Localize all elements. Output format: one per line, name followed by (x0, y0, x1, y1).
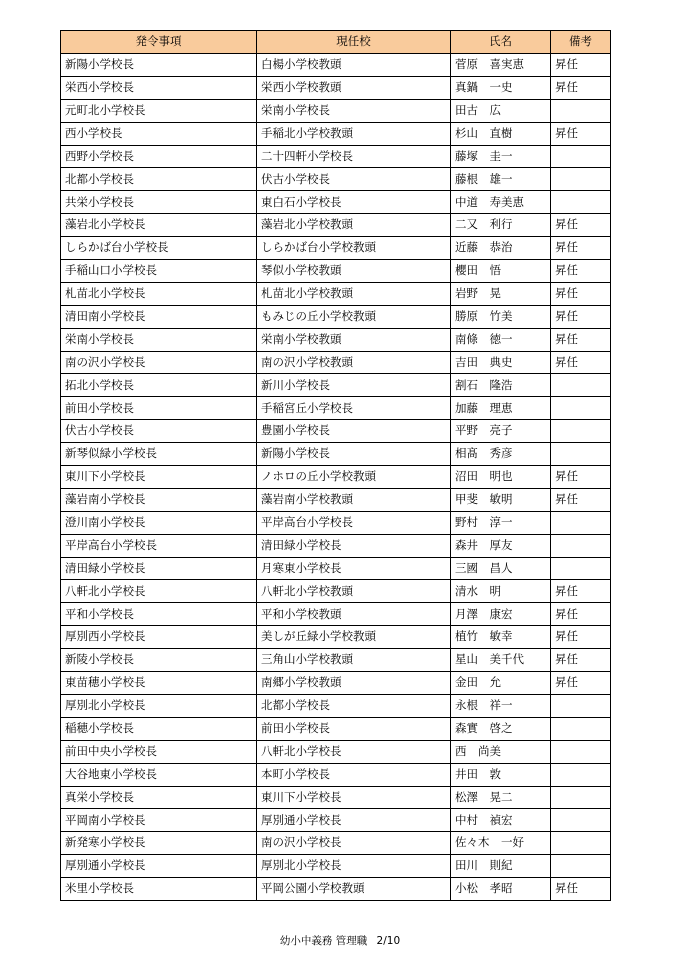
note-cell: 昇任 (551, 282, 611, 305)
order-cell: 厚別通小学校長 (61, 855, 257, 878)
order-cell: しらかば台小学校長 (61, 237, 257, 260)
note-cell (551, 534, 611, 557)
note-cell (551, 740, 611, 763)
table-row (61, 443, 611, 466)
note-cell: 昇任 (551, 305, 611, 328)
table-row (61, 603, 611, 626)
order-cell: 厚別西小学校長 (61, 626, 257, 649)
table-row (61, 351, 611, 374)
order-cell: 新発寒小学校長 (61, 832, 257, 855)
note-cell (551, 420, 611, 443)
table-row (61, 76, 611, 99)
table-row (61, 786, 611, 809)
name-cell: 金田 允 (451, 672, 551, 695)
header-name: 氏名 (451, 31, 551, 54)
current-school-cell: 三角山小学校教頭 (257, 649, 451, 672)
order-cell: 新陽小学校長 (61, 54, 257, 77)
order-cell: 厚別北小学校長 (61, 694, 257, 717)
current-school-cell: 南の沢小学校教頭 (257, 351, 451, 374)
order-cell: 大谷地東小学校長 (61, 763, 257, 786)
order-cell: 平岡南小学校長 (61, 809, 257, 832)
name-cell: 相髙 秀彦 (451, 443, 551, 466)
note-cell (551, 717, 611, 740)
current-school-cell: 美しが丘緑小学校教頭 (257, 626, 451, 649)
note-cell (551, 191, 611, 214)
page-footer (0, 933, 680, 948)
order-cell: 清田緑小学校長 (61, 557, 257, 580)
table-row (61, 54, 611, 77)
order-cell: 平岸高台小学校長 (61, 534, 257, 557)
name-cell: 月澤 康宏 (451, 603, 551, 626)
name-cell: 野村 淳一 (451, 511, 551, 534)
current-school-cell: 平和小学校教頭 (257, 603, 451, 626)
table-row (61, 649, 611, 672)
table-row (61, 168, 611, 191)
table-row (61, 328, 611, 351)
name-cell: 櫻田 悟 (451, 260, 551, 283)
header-note: 備考 (551, 31, 611, 54)
current-school-cell: 月寒東小学校長 (257, 557, 451, 580)
current-school-cell: 藻岩南小学校教頭 (257, 488, 451, 511)
order-cell: 藻岩南小学校長 (61, 488, 257, 511)
table-row (61, 282, 611, 305)
order-cell: 真栄小学校長 (61, 786, 257, 809)
name-cell: 佐々木 一好 (451, 832, 551, 855)
current-school-cell: 南郷小学校教頭 (257, 672, 451, 695)
note-cell (551, 786, 611, 809)
current-school-cell: 札苗北小学校教頭 (257, 282, 451, 305)
order-cell: 新陵小学校長 (61, 649, 257, 672)
table-row (61, 557, 611, 580)
name-cell: 藤塚 圭一 (451, 145, 551, 168)
current-school-cell: ノホロの丘小学校教頭 (257, 466, 451, 489)
name-cell: 松澤 晃二 (451, 786, 551, 809)
note-cell: 昇任 (551, 122, 611, 145)
table-row (61, 214, 611, 237)
order-cell: 手稲山口小学校長 (61, 260, 257, 283)
name-cell: 中道 寿美恵 (451, 191, 551, 214)
note-cell: 昇任 (551, 626, 611, 649)
current-school-cell: 八軒北小学校長 (257, 740, 451, 763)
name-cell: 勝原 竹美 (451, 305, 551, 328)
order-cell: 伏古小学校長 (61, 420, 257, 443)
name-cell: 田古 広 (451, 99, 551, 122)
order-cell: 拓北小学校長 (61, 374, 257, 397)
name-cell: 真鍋 一史 (451, 76, 551, 99)
name-cell: 甲斐 敏明 (451, 488, 551, 511)
table-row (61, 420, 611, 443)
order-cell: 札苗北小学校長 (61, 282, 257, 305)
note-cell: 昇任 (551, 603, 611, 626)
note-cell: 昇任 (551, 672, 611, 695)
table-row (61, 672, 611, 695)
table-row (61, 740, 611, 763)
current-school-cell: 豊園小学校長 (257, 420, 451, 443)
table-row (61, 832, 611, 855)
note-cell: 昇任 (551, 214, 611, 237)
footer-label: 幼小中義務 管理職 (279, 935, 368, 947)
header-current-school: 現任校 (257, 31, 451, 54)
current-school-cell: 白楊小学校教頭 (257, 54, 451, 77)
order-cell: 西小学校長 (61, 122, 257, 145)
name-cell: 清水 明 (451, 580, 551, 603)
current-school-cell: 新陽小学校長 (257, 443, 451, 466)
current-school-cell: 東川下小学校長 (257, 786, 451, 809)
current-school-cell: 八軒北小学校教頭 (257, 580, 451, 603)
current-school-cell: しらかば台小学校教頭 (257, 237, 451, 260)
note-cell: 昇任 (551, 351, 611, 374)
order-cell: 北都小学校長 (61, 168, 257, 191)
table-row (61, 809, 611, 832)
note-cell (551, 832, 611, 855)
name-cell: 三國 昌人 (451, 557, 551, 580)
note-cell: 昇任 (551, 649, 611, 672)
name-cell: 二又 利行 (451, 214, 551, 237)
note-cell: 昇任 (551, 878, 611, 901)
table-row (61, 260, 611, 283)
current-school-cell: 南の沢小学校長 (257, 832, 451, 855)
name-cell: 西 尚美 (451, 740, 551, 763)
note-cell (551, 511, 611, 534)
table-row (61, 374, 611, 397)
current-school-cell: 平岡公園小学校教頭 (257, 878, 451, 901)
name-cell: 植竹 敏幸 (451, 626, 551, 649)
current-school-cell: 本町小学校長 (257, 763, 451, 786)
note-cell: 昇任 (551, 466, 611, 489)
order-cell: 稲穂小学校長 (61, 717, 257, 740)
table-row (61, 145, 611, 168)
current-school-cell: 手稲宮丘小学校長 (257, 397, 451, 420)
order-cell: 藻岩北小学校長 (61, 214, 257, 237)
name-cell: 森井 厚友 (451, 534, 551, 557)
note-cell (551, 99, 611, 122)
current-school-cell: 藻岩北小学校教頭 (257, 214, 451, 237)
table-row (61, 305, 611, 328)
appointment-table (60, 30, 611, 901)
current-school-cell: 伏古小学校長 (257, 168, 451, 191)
current-school-cell: 二十四軒小学校長 (257, 145, 451, 168)
name-cell: 割石 隆浩 (451, 374, 551, 397)
note-cell: 昇任 (551, 328, 611, 351)
table-row (61, 237, 611, 260)
order-cell: 平和小学校長 (61, 603, 257, 626)
table-row (61, 626, 611, 649)
current-school-cell: 栄西小学校教頭 (257, 76, 451, 99)
table-row (61, 191, 611, 214)
current-school-cell: もみじの丘小学校教頭 (257, 305, 451, 328)
name-cell: 吉田 典史 (451, 351, 551, 374)
note-cell (551, 443, 611, 466)
current-school-cell: 琴似小学校教頭 (257, 260, 451, 283)
note-cell (551, 763, 611, 786)
order-cell: 米里小学校長 (61, 878, 257, 901)
order-cell: 元町北小学校長 (61, 99, 257, 122)
name-cell: 永根 祥一 (451, 694, 551, 717)
order-cell: 南の沢小学校長 (61, 351, 257, 374)
table-row (61, 99, 611, 122)
current-school-cell: 新川小学校長 (257, 374, 451, 397)
current-school-cell: 厚別北小学校長 (257, 855, 451, 878)
table-row (61, 694, 611, 717)
order-cell: 栄南小学校長 (61, 328, 257, 351)
header-order: 発令事項 (61, 31, 257, 54)
name-cell: 沼田 明也 (451, 466, 551, 489)
table-row (61, 534, 611, 557)
current-school-cell: 前田小学校長 (257, 717, 451, 740)
order-cell: 東川下小学校長 (61, 466, 257, 489)
table-body (61, 54, 611, 901)
name-cell: 菅原 喜実恵 (451, 54, 551, 77)
order-cell: 八軒北小学校長 (61, 580, 257, 603)
order-cell: 新琴似緑小学校長 (61, 443, 257, 466)
current-school-cell: 栄南小学校長 (257, 99, 451, 122)
order-cell: 前田中央小学校長 (61, 740, 257, 763)
name-cell: 加藤 理恵 (451, 397, 551, 420)
note-cell: 昇任 (551, 260, 611, 283)
name-cell: 井田 敦 (451, 763, 551, 786)
name-cell: 田川 則紀 (451, 855, 551, 878)
order-cell: 澄川南小学校長 (61, 511, 257, 534)
table-row (61, 488, 611, 511)
name-cell: 森實 啓之 (451, 717, 551, 740)
table-row (61, 466, 611, 489)
current-school-cell: 栄南小学校教頭 (257, 328, 451, 351)
order-cell: 西野小学校長 (61, 145, 257, 168)
order-cell: 東苗穂小学校長 (61, 672, 257, 695)
note-cell (551, 694, 611, 717)
name-cell: 南條 徳一 (451, 328, 551, 351)
note-cell: 昇任 (551, 488, 611, 511)
table-row (61, 580, 611, 603)
current-school-cell: 東白石小学校長 (257, 191, 451, 214)
order-cell: 共栄小学校長 (61, 191, 257, 214)
table-row (61, 122, 611, 145)
current-school-cell: 北都小学校長 (257, 694, 451, 717)
note-cell (551, 397, 611, 420)
table-row (61, 763, 611, 786)
note-cell: 昇任 (551, 54, 611, 77)
note-cell: 昇任 (551, 237, 611, 260)
note-cell (551, 557, 611, 580)
order-cell: 栄西小学校長 (61, 76, 257, 99)
name-cell: 岩野 晃 (451, 282, 551, 305)
order-cell: 前田小学校長 (61, 397, 257, 420)
table-row (61, 511, 611, 534)
name-cell: 平野 亮子 (451, 420, 551, 443)
note-cell (551, 374, 611, 397)
note-cell: 昇任 (551, 580, 611, 603)
name-cell: 星山 美千代 (451, 649, 551, 672)
note-cell (551, 855, 611, 878)
current-school-cell: 厚別通小学校長 (257, 809, 451, 832)
name-cell: 中村 禎宏 (451, 809, 551, 832)
current-school-cell: 手稲北小学校教頭 (257, 122, 451, 145)
note-cell: 昇任 (551, 76, 611, 99)
current-school-cell: 清田緑小学校長 (257, 534, 451, 557)
name-cell: 近藤 恭治 (451, 237, 551, 260)
note-cell (551, 145, 611, 168)
appointment-table-container (60, 30, 610, 901)
current-school-cell: 平岸高台小学校長 (257, 511, 451, 534)
table-row (61, 717, 611, 740)
name-cell: 杉山 直樹 (451, 122, 551, 145)
note-cell (551, 809, 611, 832)
order-cell: 清田南小学校長 (61, 305, 257, 328)
name-cell: 藤根 雄一 (451, 168, 551, 191)
table-row (61, 855, 611, 878)
table-row (61, 397, 611, 420)
name-cell: 小松 孝昭 (451, 878, 551, 901)
page-number: 2/10 (376, 935, 401, 947)
table-header-row (61, 31, 611, 54)
note-cell (551, 168, 611, 191)
table-row (61, 878, 611, 901)
